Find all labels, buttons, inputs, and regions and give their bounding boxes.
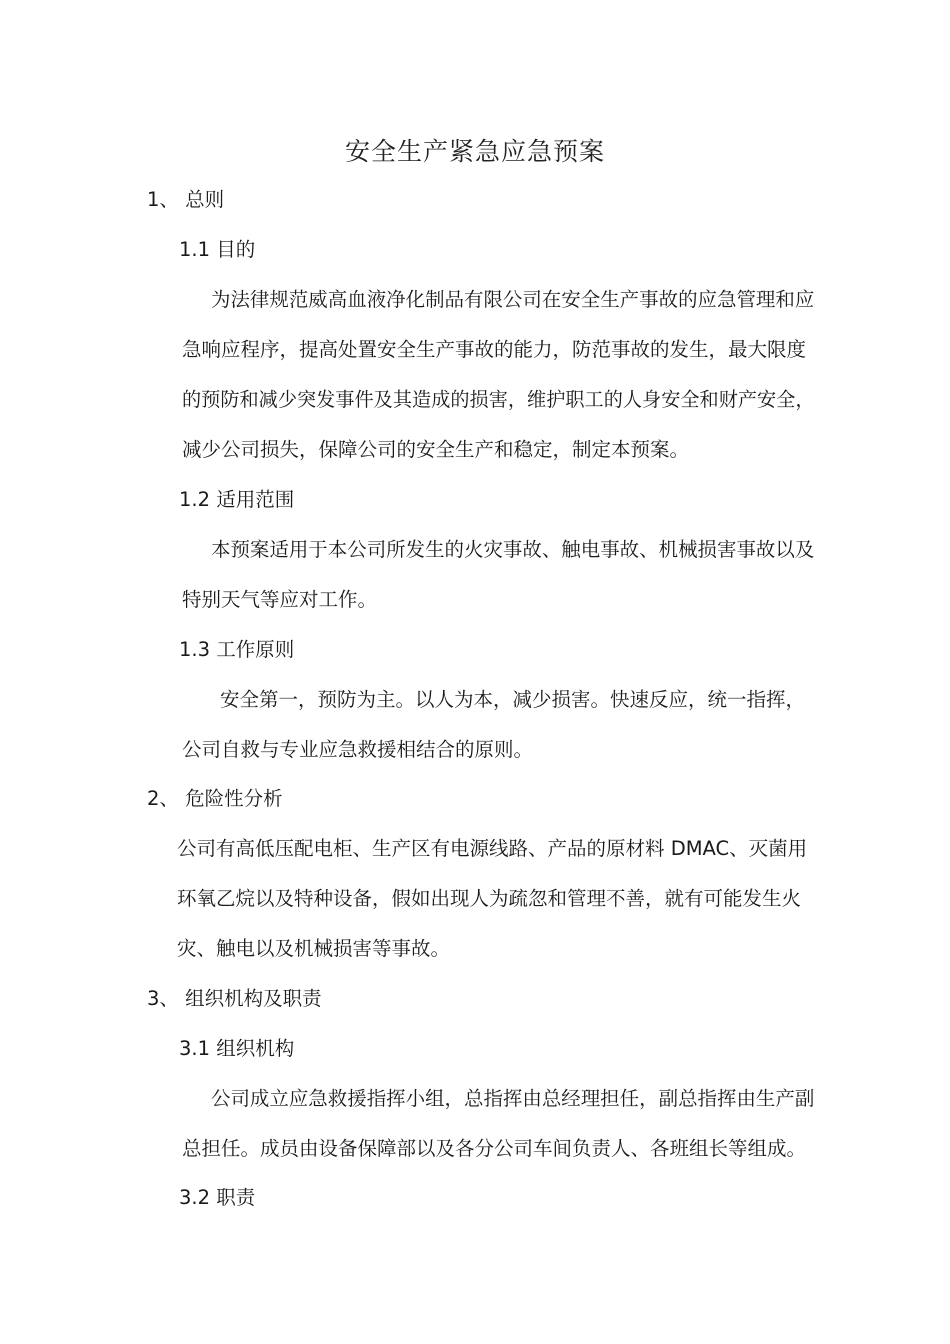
- paragraph-line: 总担任。成员由设备保障部以及各分公司车间负责人、各班组长等组成。: [182, 1137, 807, 1160]
- paragraph-line: 为法律规范威高血液净化制品有限公司在安全生产事故的应急管理和应: [211, 288, 815, 311]
- paragraph-line: 公司成立应急救援指挥小组，总指挥由总经理担任，副总指挥由生产副: [211, 1087, 815, 1110]
- section-3-1-heading: 3.1 组织机构: [179, 1037, 295, 1060]
- paragraph-line: 减少公司损失，保障公司的安全生产和稳定，制定本预案。: [182, 438, 690, 461]
- section-2-heading: 2、 危险性分析: [147, 787, 283, 810]
- paragraph-line: 公司自救与专业应急救援相结合的原则。: [182, 738, 534, 761]
- paragraph-line: 灾、触电以及机械损害等事故。: [177, 937, 451, 960]
- paragraph-line: 的预防和减少突发事件及其造成的损害，维护职工的人身安全和财产安全，: [182, 388, 815, 411]
- paragraph-line: 公司有高低压配电柜、生产区有电源线路、产品的原材料 DMAC、灭菌用: [177, 837, 808, 860]
- section-3-2-heading: 3.2 职责: [179, 1186, 256, 1209]
- section-3-heading: 3、 组织机构及职责: [147, 987, 322, 1010]
- section-1-heading: 1、 总则: [147, 188, 225, 211]
- paragraph-line: 本预案适用于本公司所发生的火灾事故、触电事故、机械损害事故以及: [211, 538, 815, 561]
- section-1-1-heading: 1.1 目的: [179, 238, 256, 261]
- paragraph-line: 安全第一，预防为主。以人为本，减少损害。快速反应，统一指挥，: [220, 688, 806, 711]
- paragraph-line: 环氧乙烷以及特种设备，假如出现人为疏忽和管理不善，就有可能发生火: [177, 887, 802, 910]
- section-1-2-heading: 1.2 适用范围: [179, 488, 295, 511]
- section-1-3-heading: 1.3 工作原则: [179, 638, 295, 661]
- paragraph-line: 急响应程序，提高处置安全生产事故的能力，防范事故的发生，最大限度: [182, 338, 807, 361]
- paragraph-line: 特别天气等应对工作。: [182, 588, 378, 611]
- document-title: 安全生产紧急应急预案: [344, 137, 605, 166]
